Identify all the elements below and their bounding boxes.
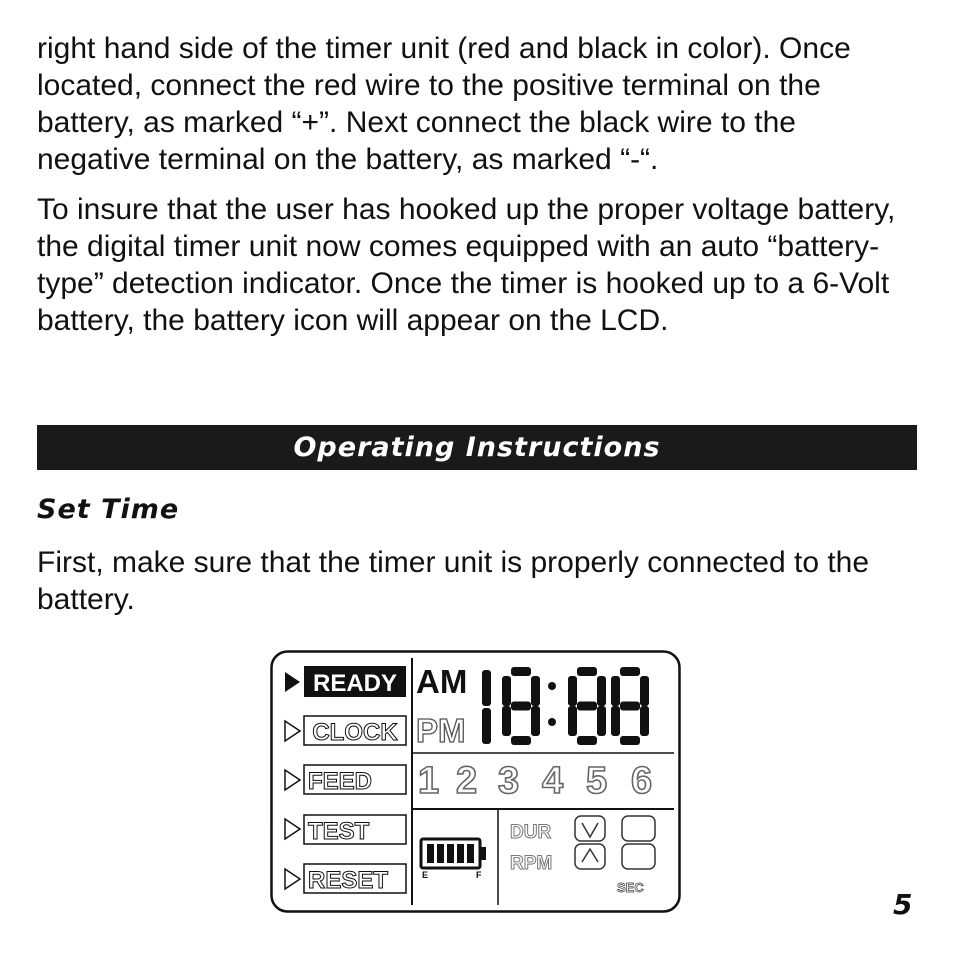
time-digit-segment — [511, 736, 531, 745]
subheading-set-time: Set Time — [37, 494, 180, 525]
time-digit-segment — [620, 702, 640, 711]
time-digit-segment — [568, 676, 577, 706]
time-digit-segment — [640, 706, 649, 736]
mode-feed: FEED — [308, 768, 373, 795]
time-digit-segment — [620, 736, 640, 745]
battery-level-bar — [457, 844, 464, 863]
paragraph-battery-detection: To insure that the user has hooked up the proper voltage battery, the digital timer unit now comes equipped with an auto “battery-type” detection indicator. Once the timer is hooked up to a 6-Volt battery, the battery icon will appear on the LCD. — [37, 193, 896, 337]
pm-indicator: PM — [416, 712, 466, 749]
time-colon-dot — [548, 682, 556, 690]
time-digit-segment — [620, 667, 640, 676]
mode-ready: READY — [312, 670, 398, 697]
time-digit-segment — [611, 706, 620, 736]
feed-number: 2 — [456, 760, 478, 802]
time-digit-segment — [577, 736, 597, 745]
feed-number: 4 — [542, 760, 564, 802]
time-digit-segment — [640, 676, 649, 706]
mode-reset: RESET — [308, 867, 389, 894]
mode-test: TEST — [308, 818, 370, 845]
time-digit-segment — [482, 708, 491, 744]
time-digit-segment — [577, 667, 597, 676]
time-digit-segment — [597, 706, 606, 736]
feed-number: 6 — [631, 760, 653, 802]
time-digit-segment — [511, 667, 531, 676]
feed-number: 3 — [498, 760, 520, 802]
section-banner: Operating Instructions — [37, 425, 917, 470]
battery-terminal — [480, 847, 486, 860]
battery-level-bar — [467, 844, 474, 863]
dur-indicator: DUR — [510, 822, 552, 843]
sec-indicator: SEC — [617, 880, 644, 895]
am-indicator: AM — [416, 663, 468, 700]
time-digit-segment — [482, 670, 491, 706]
lcd-display-illustration — [270, 650, 681, 913]
feed-number: 1 — [418, 760, 440, 802]
time-digit-segment — [568, 706, 577, 736]
time-digit-segment — [502, 676, 511, 706]
battery-empty-label: E — [422, 870, 429, 880]
time-digit-segment — [597, 676, 606, 706]
mode-clock: CLOCK — [312, 719, 398, 746]
battery-level-bar — [447, 844, 454, 863]
time-colon-dot — [548, 718, 556, 726]
battery-full-label: F — [476, 870, 482, 880]
rpm-indicator: RPM — [510, 853, 553, 874]
time-digit-segment — [577, 702, 597, 711]
time-digit-segment — [531, 706, 540, 736]
page-number: 5 — [893, 888, 913, 921]
feed-number: 5 — [586, 760, 608, 802]
time-digit-segment — [611, 676, 620, 706]
paragraph-set-time-intro: First, make sure that the timer unit is properly connected to the battery. — [37, 546, 870, 616]
battery-level-bar — [427, 844, 434, 863]
battery-level-bar — [437, 844, 444, 863]
time-digit-segment — [511, 702, 531, 711]
time-digit-segment — [502, 706, 511, 736]
time-digit-segment — [531, 676, 540, 706]
paragraph-battery-connection: right hand side of the timer unit (red and black in color). Once located, connect the red wire to the positive terminal on the battery, as marked “+”. Next connect the black wire to the negative terminal on the battery, as marked “-“. — [37, 32, 851, 176]
